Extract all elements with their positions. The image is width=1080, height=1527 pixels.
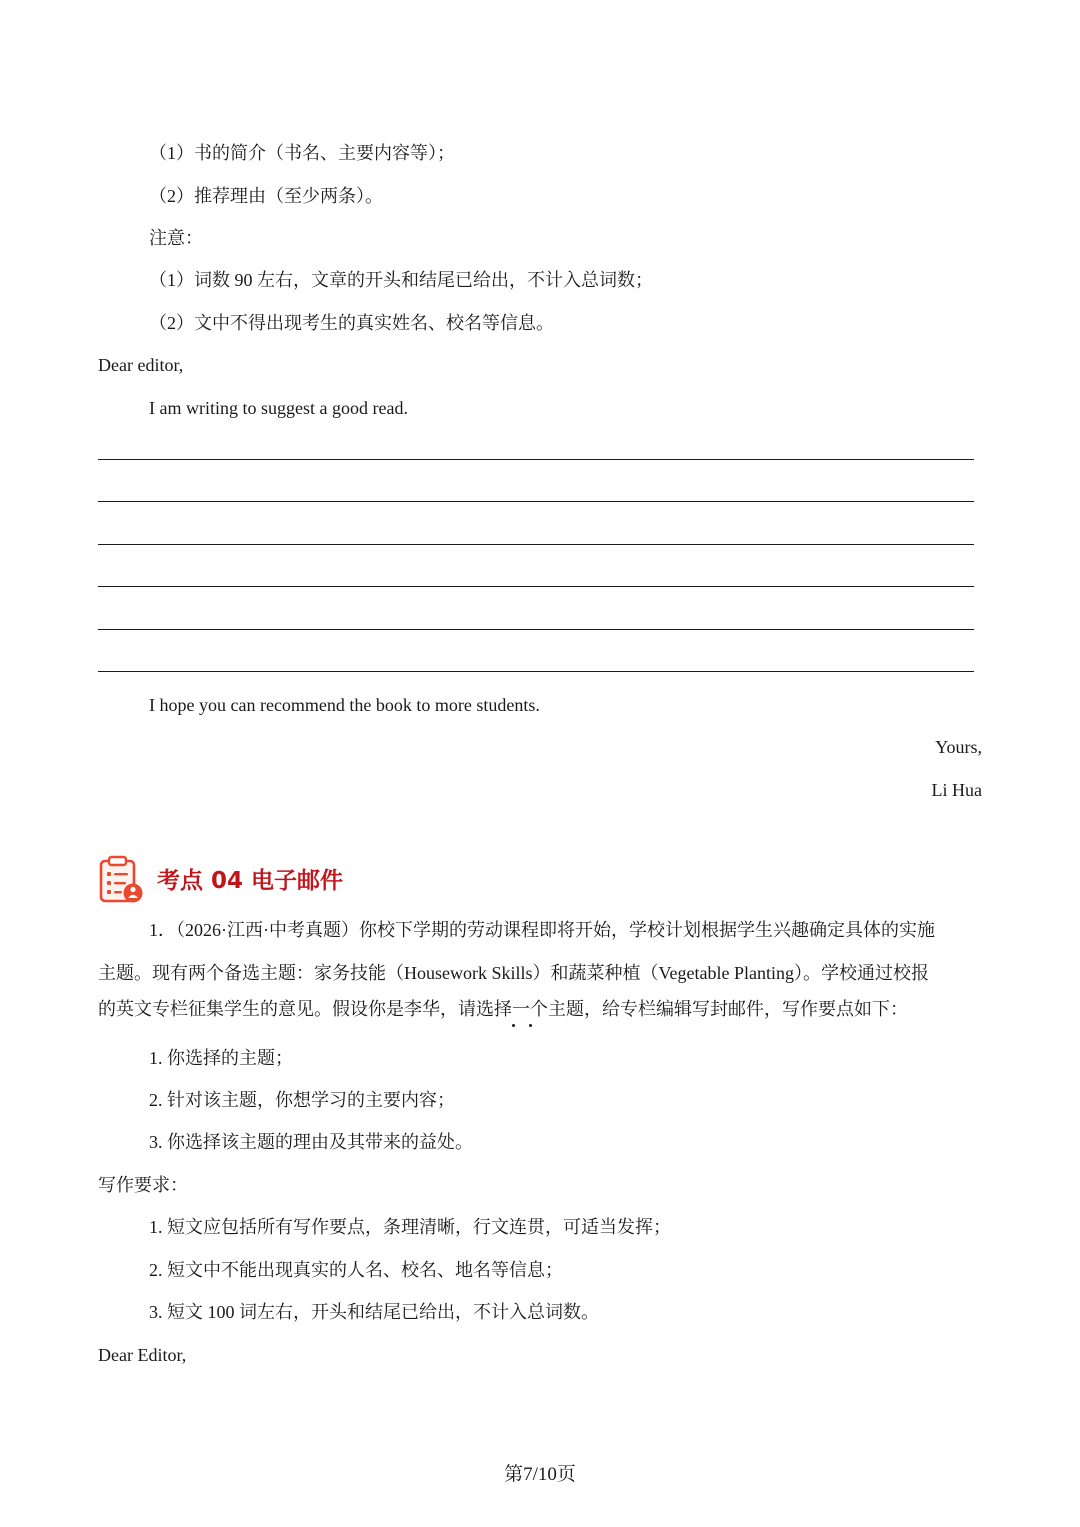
- writing-line: [98, 671, 974, 672]
- writing-line: [98, 501, 974, 502]
- writing-line: [98, 629, 974, 630]
- intro-point-2: （2）推荐理由（至少两条）。: [149, 186, 383, 206]
- writing-line: [98, 544, 974, 545]
- requirements-label: 写作要求：: [98, 1175, 188, 1195]
- letter-opening: I am writing to suggest a good read.: [149, 398, 408, 418]
- letter-signature: Li Hua: [931, 780, 982, 800]
- writing-point-3: 3. 你选择该主题的理由及其带来的益处。: [149, 1132, 473, 1152]
- letter2-greeting: Dear Editor,: [98, 1345, 187, 1365]
- page-number: 第7/10页: [504, 1464, 576, 1485]
- writing-line: [98, 586, 974, 587]
- letter-greeting: Dear editor,: [98, 355, 184, 375]
- requirement-3: 3. 短文 100 词左右，开头和结尾已给出，不计入总词数。: [149, 1302, 599, 1322]
- note-point-2: （2）文中不得出现考生的真实姓名、校名等信息。: [149, 313, 554, 333]
- letter-signoff: Yours,: [935, 737, 982, 757]
- section-title: 考点 04 电子邮件: [157, 868, 344, 894]
- requirement-1: 1. 短文应包括所有写作要点，条理清晰，行文连贯，可适当发挥；: [149, 1217, 671, 1237]
- question-line-1: 1．（2026·江西·中考真题）你校下学期的劳动课程即将开始，学校计划根据学生兴趣确定具体的实施: [149, 920, 935, 940]
- note-label: 注意：: [149, 228, 203, 248]
- writing-point-1: 1. 你选择的主题；: [149, 1048, 293, 1068]
- note-point-1: （1）词数 90 左右，文章的开头和结尾已给出，不计入总词数；: [149, 270, 653, 290]
- question-line-2: 主题。现有两个备选主题：家务技能（Housework Skills）和蔬菜种植（Vegetable Planting）。学校通过校报: [98, 963, 929, 983]
- question-line-3: [98, 997, 908, 1021]
- clipboard-icon: [98, 855, 144, 905]
- emphasis-text: 一个: [512, 999, 548, 1019]
- question-line-3-start: 的英文专栏征集学生的意见。假设你是李华，请选择: [98, 999, 512, 1019]
- requirement-2: 2. 短文中不能出现真实的人名、校名、地名等信息；: [149, 1260, 563, 1280]
- intro-point-1: （1）书的简介（书名、主要内容等）；: [149, 143, 455, 163]
- writing-point-2: 2. 针对该主题，你想学习的主要内容；: [149, 1090, 455, 1110]
- writing-line: [98, 459, 974, 460]
- letter-closing: I hope you can recommend the book to more students.: [149, 695, 540, 715]
- question-line-3-end: 主题，给专栏编辑写封邮件，写作要点如下：: [548, 999, 908, 1019]
